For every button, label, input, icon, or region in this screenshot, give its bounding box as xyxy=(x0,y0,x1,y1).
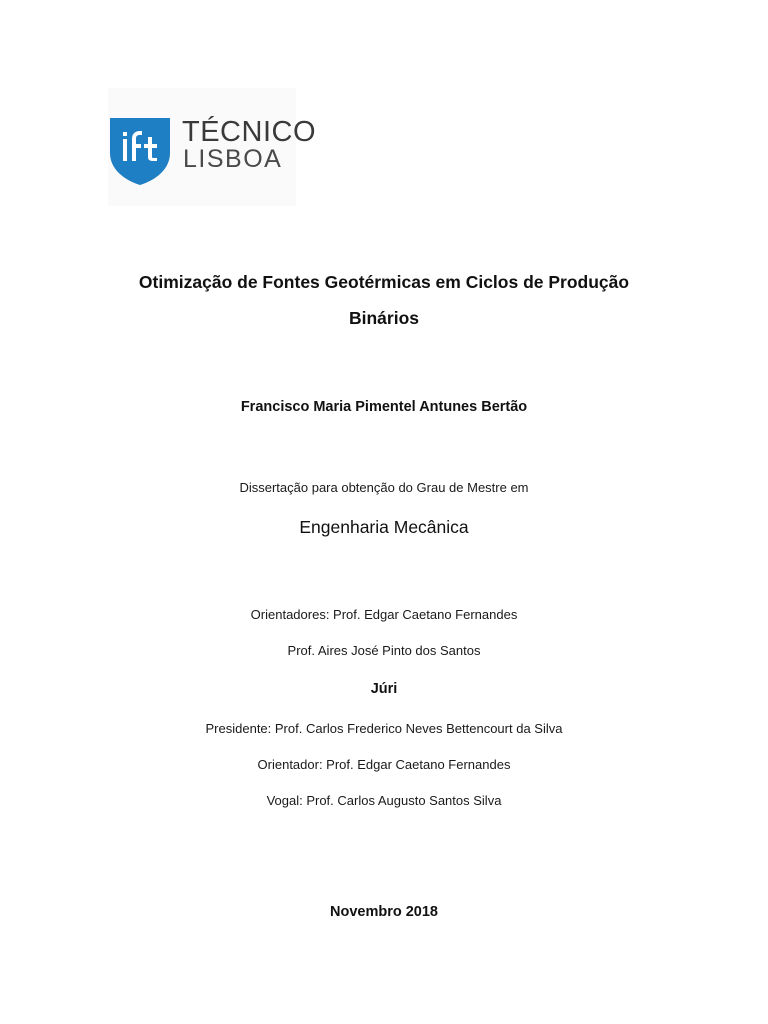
course-name: Engenharia Mecânica xyxy=(299,517,469,537)
thesis-title-line2: Binários xyxy=(348,308,420,328)
degree-intro: Dissertação para obtenção do Grau de Mestre em xyxy=(239,480,529,495)
logo-wordmark-tecnico: TÉCNICO xyxy=(182,116,316,148)
jury-president: Presidente: Prof. Carlos Frederico Neves Bettencourt da Silva xyxy=(205,721,563,736)
submission-date: Novembro 2018 xyxy=(330,904,438,920)
supervisors-line1: Orientadores: Prof. Edgar Caetano Fernandes xyxy=(250,607,518,622)
author-name: Francisco Maria Pimentel Antunes Bertão xyxy=(240,399,528,415)
jury-member: Vogal: Prof. Carlos Augusto Santos Silva xyxy=(266,793,502,808)
jury-heading: Júri xyxy=(370,681,398,697)
thesis-title-line1: Otimização de Fontes Geotérmicas em Ciclos de Produção xyxy=(138,272,630,292)
logo-wordmark-lisboa: LISBOA xyxy=(183,145,283,173)
supervisors-line2: Prof. Aires José Pinto dos Santos xyxy=(287,643,481,658)
ist-shield-icon xyxy=(109,117,171,186)
jury-supervisor: Orientador: Prof. Edgar Caetano Fernandes xyxy=(257,757,511,772)
